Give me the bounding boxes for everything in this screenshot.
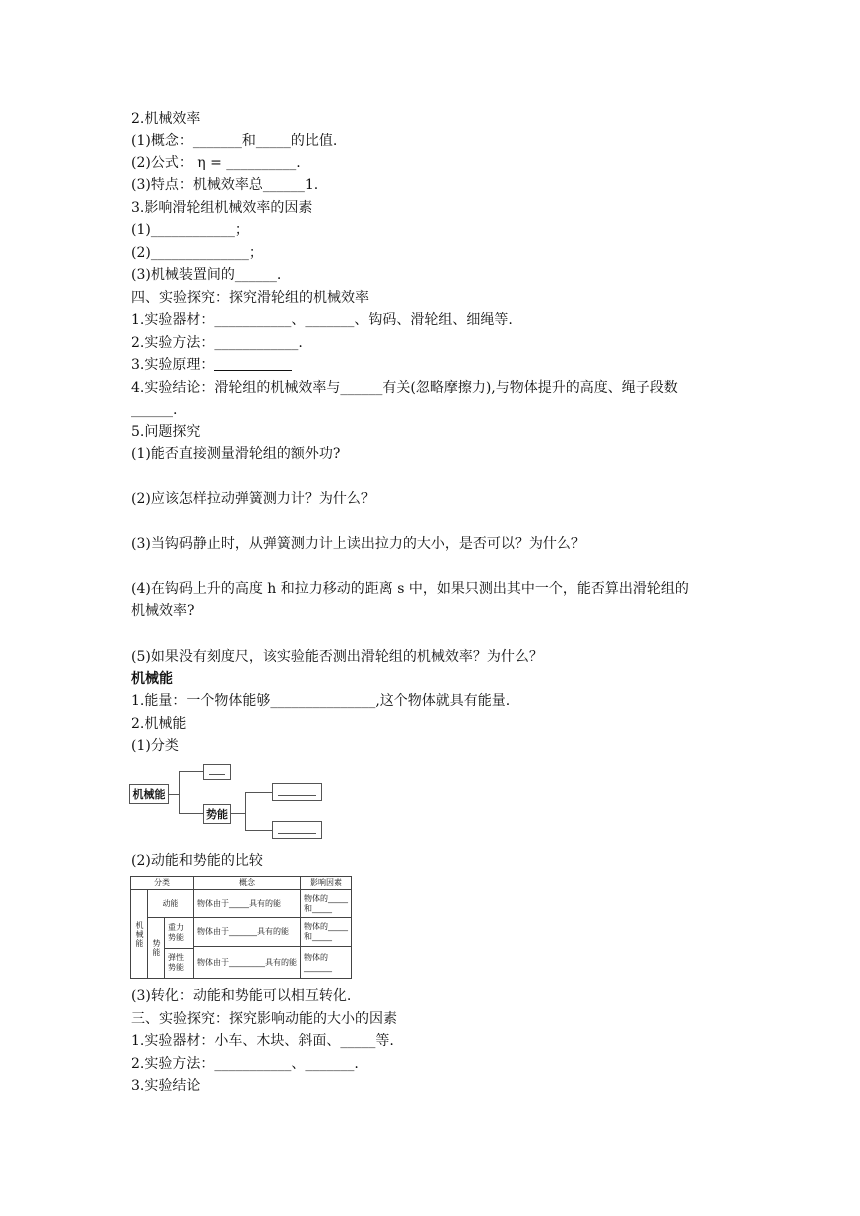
- experiment3-conclusion: 3.实验结论: [131, 1078, 201, 1094]
- mech-energy-title: 2.机械能: [131, 716, 187, 732]
- header-factors: 影响因素: [301, 877, 352, 890]
- tree-connector: [169, 794, 179, 795]
- potential-subtable: [148, 918, 193, 978]
- kinetic-factors: 物体的_____和_____: [301, 890, 352, 918]
- factor-2: (2)______________；: [131, 245, 263, 261]
- kinetic-cell: 动能: [148, 890, 194, 918]
- question-4-cont: 机械效率?: [131, 603, 195, 619]
- efficiency-title: 2.机械效率: [131, 111, 201, 127]
- compare-title: (2)动能和势能的比较: [131, 853, 263, 869]
- factors-title: 3.影响滑轮组机械效率的因素: [131, 200, 313, 216]
- header-class: 分类: [131, 877, 194, 890]
- mech-energy-heading: 机械能: [131, 671, 173, 687]
- experiment4-principle: [131, 355, 292, 375]
- experiment3-title: 三、实验探究：探究影响动能的大小的因素: [131, 1011, 397, 1027]
- principle-blank: [214, 356, 292, 371]
- tree-kinetic-blank: [203, 764, 231, 780]
- blank-line: [278, 833, 316, 834]
- tree-connector: [245, 792, 272, 793]
- tree-elastic-blank: [272, 821, 322, 839]
- gravity-cell: 重力势能: [165, 918, 194, 948]
- gravity-factors: 物体的_____和_____: [301, 918, 352, 947]
- efficiency-feature: (3)特点：机械效率总______1.: [131, 177, 319, 193]
- question-1: (1)能否直接测量滑轮组的额外功?: [131, 446, 341, 462]
- question-5: (5)如果没有刻度尺，该实验能否测出滑轮组的机械效率？为什么？: [131, 649, 543, 665]
- tree-connector: [245, 792, 246, 831]
- table-row: [131, 890, 352, 918]
- tree-root: 机械能: [129, 784, 169, 804]
- experiment4-equipment: 1.实验器材：___________、_______、钩码、滑轮组、细绳等.: [131, 312, 513, 328]
- group-cell: 机械能: [131, 890, 148, 979]
- elastic-factors: 物体的_______: [301, 947, 352, 979]
- experiment3-equipment: 1.实验器材：小车、木块、斜面、_____等.: [131, 1033, 394, 1049]
- principle-label: 3.实验原理：: [131, 357, 215, 373]
- elastic-cell: 弹性势能: [168, 953, 184, 973]
- elastic-concept: 物体由于_________具有的能: [194, 947, 301, 979]
- tree-connector: [179, 813, 203, 814]
- efficiency-formula: (2)公式： η = __________.: [131, 155, 301, 171]
- transform-line: (3)转化：动能和势能可以相互转化.: [131, 988, 352, 1004]
- potential-group: [148, 918, 194, 979]
- blank-line: [278, 795, 316, 796]
- tree-connector: [231, 813, 245, 814]
- factor-3: (3)机械装置间的______.: [131, 267, 282, 283]
- energy-definition: 1.能量：一个物体能够_______________,这个物体就具有能量.: [131, 693, 511, 709]
- table-header-row: [131, 877, 352, 890]
- factor-1: (1)____________；: [131, 222, 249, 238]
- efficiency-concept: (1)概念：_______和_____的比值.: [131, 133, 338, 149]
- tree-gravity-blank: [272, 783, 322, 801]
- classify-label: (1)分类: [131, 738, 179, 754]
- experiment4-conclusion-cont: ______.: [131, 402, 178, 418]
- blank-line: [209, 774, 225, 775]
- experiment4-title: 四、实验探究：探究滑轮组的机械效率: [131, 290, 369, 306]
- table-row: [148, 918, 193, 948]
- gravity-concept: 物体由于_______具有的能: [194, 918, 301, 947]
- experiment3-method: 2.实验方法：___________、_______.: [131, 1056, 359, 1072]
- experiment4-conclusion: 4.实验结论：滑轮组的机械效率与______有关(忽略摩擦力),与物体提升的高度、绳子段数: [131, 380, 678, 396]
- potential-cell: 势能: [148, 918, 165, 978]
- tree-connector: [245, 830, 272, 831]
- classification-tree: [129, 760, 329, 845]
- question-4: (4)在钩码上升的高度 h 和拉力移动的距离 s 中，如果只测出其中一个，能否算出滑轮组的: [131, 581, 689, 597]
- header-concept: 概念: [194, 877, 301, 890]
- comparison-table: [130, 876, 352, 979]
- questions-title: 5.问题探究: [131, 424, 201, 440]
- question-3: (3)当钩码静止时，从弹簧测力计上读出拉力的大小，是否可以？为什么？: [131, 536, 585, 552]
- tree-connector: [179, 771, 203, 772]
- table-row: [131, 918, 352, 947]
- question-2: (2)应该怎样拉动弹簧测力计？为什么？: [131, 491, 375, 507]
- tree-potential: 势能: [203, 804, 231, 824]
- kinetic-concept: 物体由于_____具有的能: [194, 890, 301, 918]
- experiment4-method: 2.实验方法：____________.: [131, 335, 303, 351]
- tree-connector: [179, 771, 180, 814]
